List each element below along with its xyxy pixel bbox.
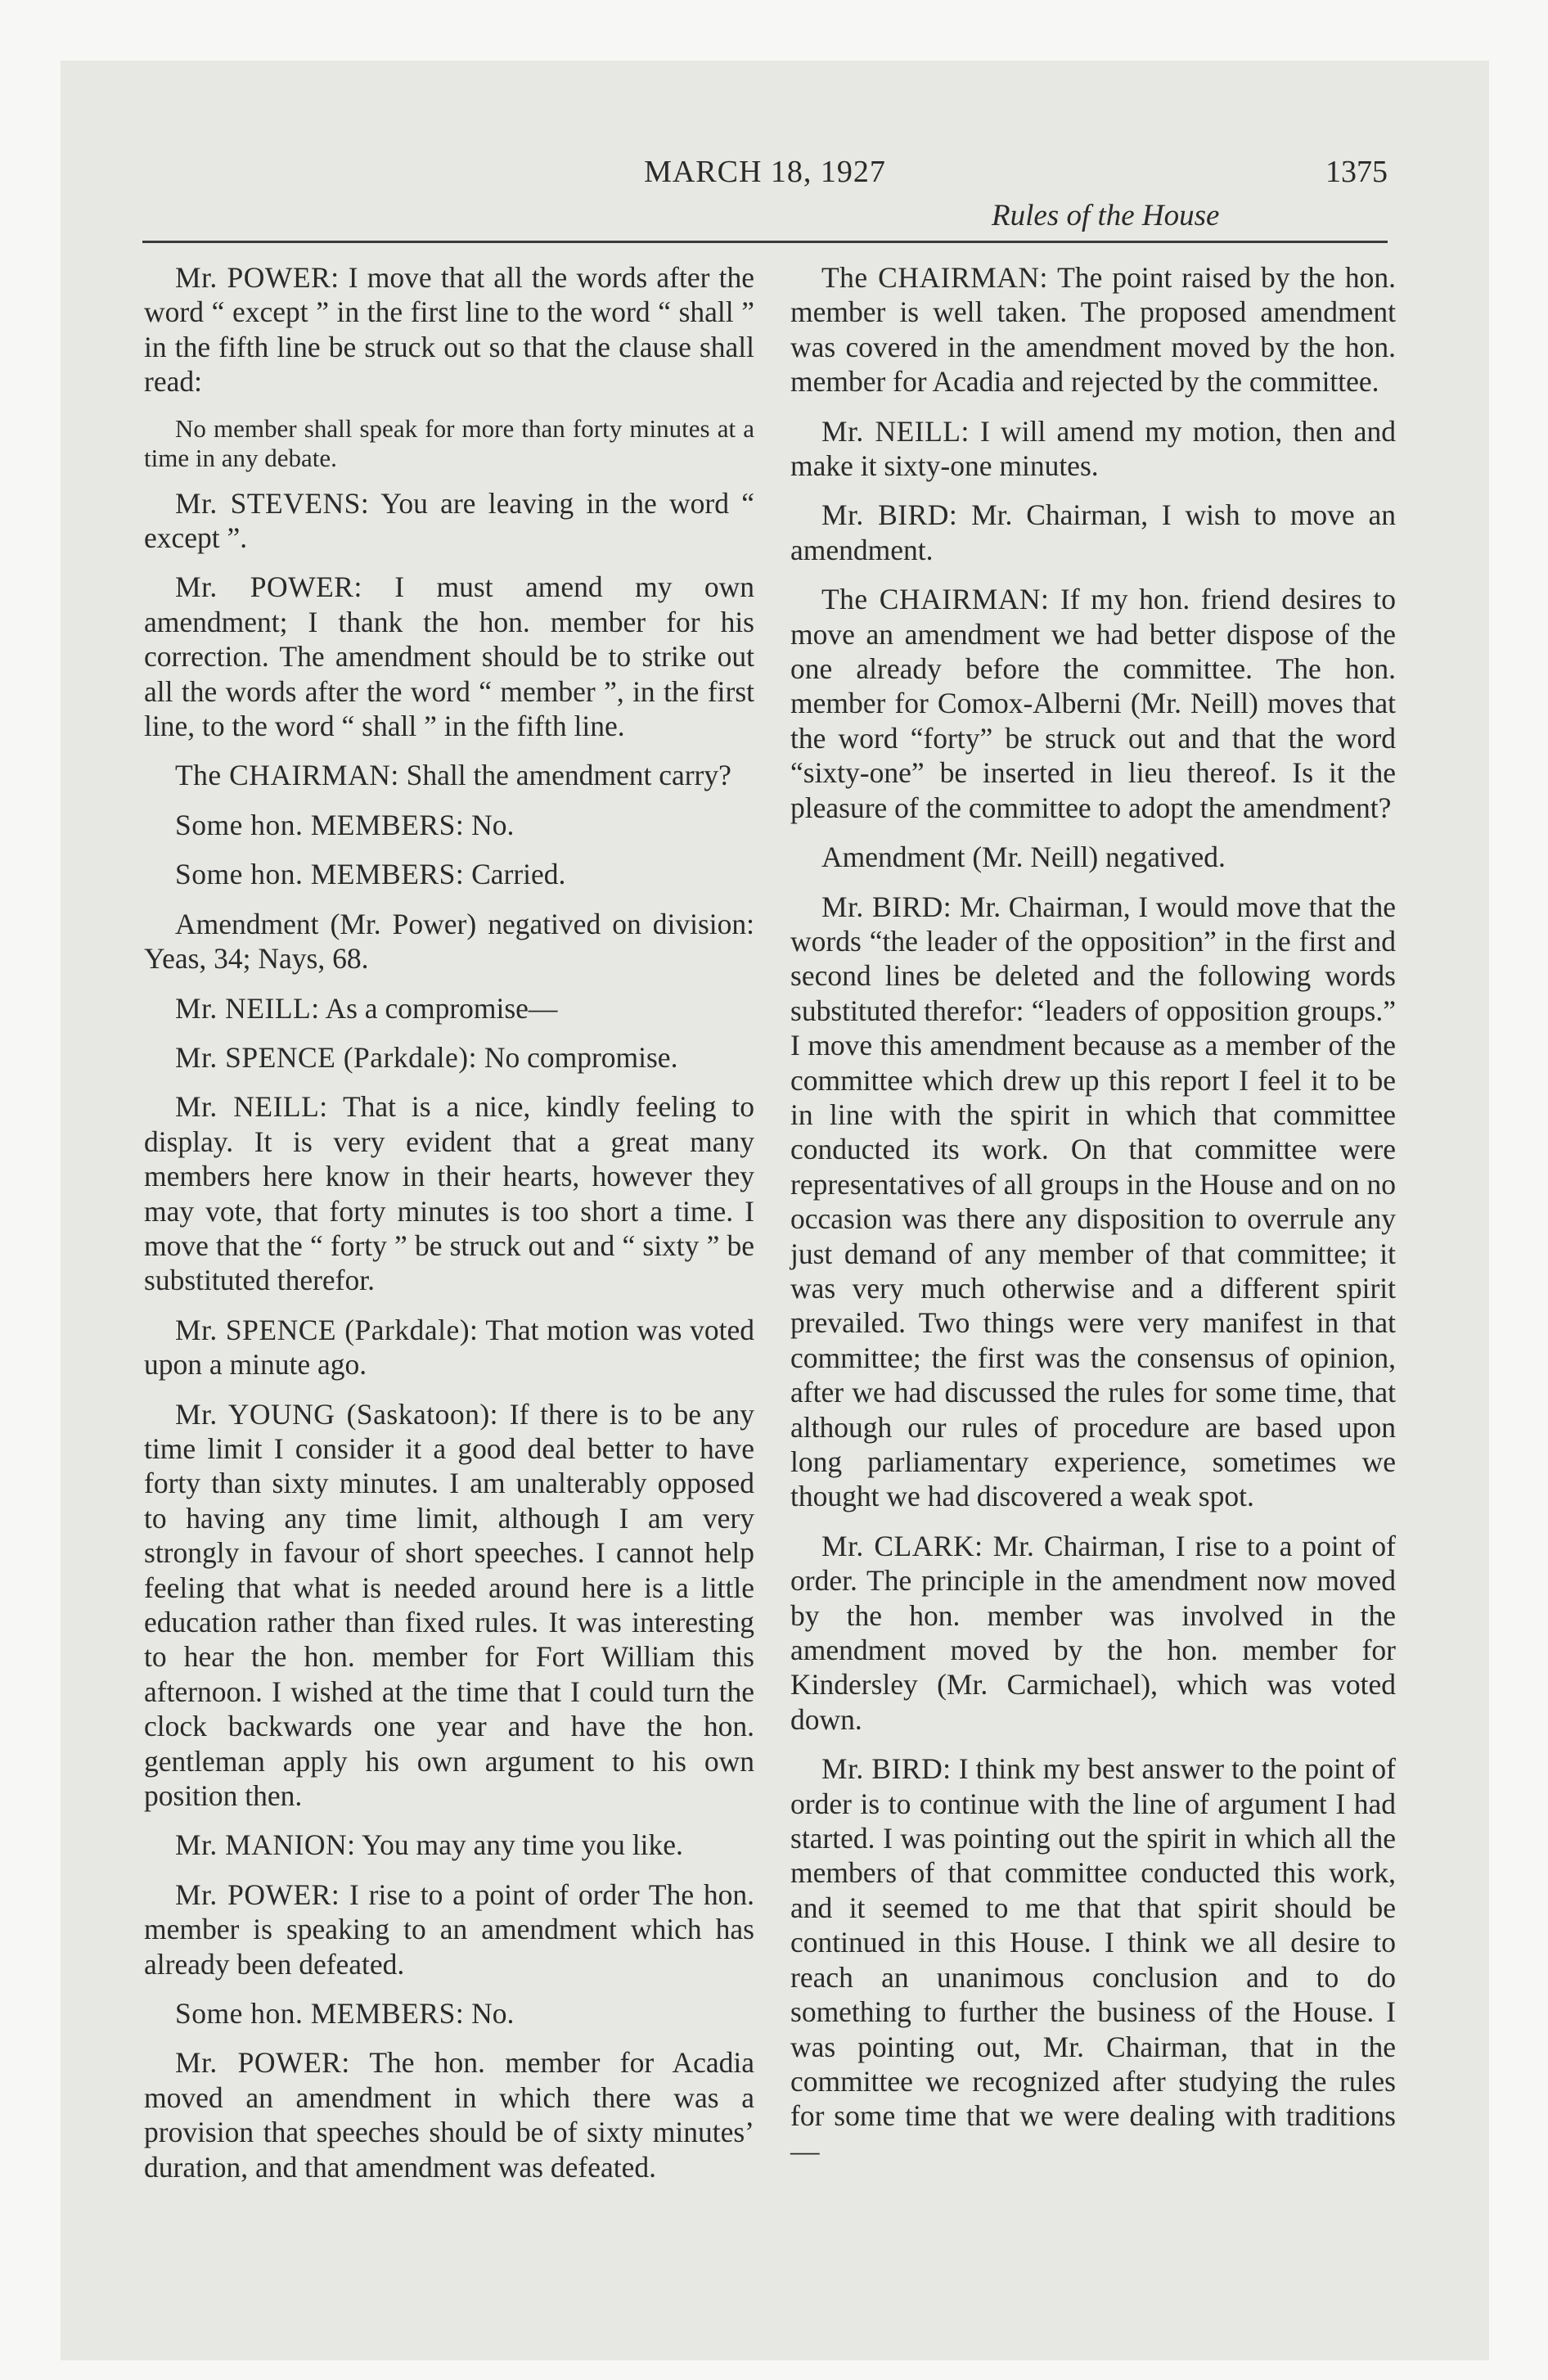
section-title: Rules of the House — [992, 199, 1220, 232]
speech: Amendment (Mr. Power) negatived on division: Yeas, 34; Nays, 68. — [144, 907, 754, 976]
speaker: Mr. POWER: — [175, 261, 340, 294]
speech: No compromise. — [484, 1040, 678, 1074]
speech: That is a nice, kindly feeling to display. It is very evident that a great many members here know in their hearts, however they may vote, that forty minutes is too short a time. I move that the “ forty ” be struck out and “ sixty ” be substituted therefor. — [144, 1090, 754, 1297]
paragraph — [790, 498, 1396, 567]
speech: No member shall speak for more than forty minutes at a time in any debate. — [144, 413, 754, 472]
quoted-clause — [144, 414, 754, 473]
paragraph — [144, 260, 754, 399]
speaker: Mr. POWER: — [175, 1877, 340, 1911]
speaker: Some hon. MEMBERS: — [175, 808, 465, 841]
paragraph — [790, 890, 1396, 1514]
speech: I move that all the words after the word “ except ” in the first line to the word “ shall ” in the fifth line be struck out so that the clause shall read: — [144, 261, 755, 399]
speaker: Mr. POWER: — [175, 2046, 350, 2080]
speech: You are leaving in the word “ except ”. — [144, 486, 755, 555]
speaker: Mr. NEILL: — [821, 414, 970, 448]
speaker: Mr. BIRD: — [821, 1752, 952, 1786]
paragraph — [790, 582, 1396, 825]
page-number: 1375 — [1325, 155, 1388, 189]
speech: The point raised by the hon. member is well taken. The proposed amendment was covered in the amendment moved by the hon. member for Acadia and rejected by the committee. — [790, 261, 1396, 399]
paragraph — [144, 1040, 754, 1075]
speech: Mr. Chairman, I would move that the words “the leader of the opposition” in the first and second lines be deleted and the following words substituted therefor: “leaders of opposition groups.” I move this amendment because as a member of the committee which drew up this report I feel it to be in line with the spirit in which that committee conducted its work. On that committee were representatives of all groups in the House and on no occasion was there any disposition to overrule any just demand of any member of that committee; it was very much otherwise and a different spirit prevailed. Two things were very manifest in that committee; the first was the consensus of opinion, after we had discussed the rules for some time, that although our rules of procedure are based upon long parliamentary experience, sometimes we thought we had discovered a weak spot. — [790, 890, 1397, 1513]
paragraph — [144, 2045, 754, 2184]
speech: Mr. Chairman, I wish to move an amendment. — [790, 498, 1397, 566]
speaker: Mr. NEILL: — [175, 991, 320, 1025]
speech: You may any time you like. — [362, 1828, 683, 1862]
speech: I rise to a point of order The hon. member is speaking to an amendment which has already been defeated. — [144, 1877, 755, 1981]
paragraph — [144, 1397, 754, 1814]
paragraph — [144, 991, 754, 1025]
paragraph — [144, 1089, 754, 1297]
paragraph — [144, 758, 754, 792]
speech: No. — [471, 808, 515, 841]
paragraph — [144, 570, 754, 743]
page-header — [142, 154, 1388, 244]
speech: The hon. member for Acadia moved an amendment in which there was a provision that speeches should be of sixty minutes’ duration, and that amendment was defeated. — [144, 2046, 754, 2184]
speaker: Mr. NEILL: — [175, 1090, 328, 1124]
speaker: The CHAIRMAN: — [175, 759, 399, 792]
speaker: Mr. BIRD: — [821, 498, 958, 532]
left-column — [144, 260, 754, 2199]
speech: No. — [471, 1997, 515, 2031]
speech: Mr. Chairman, I rise to a point of order. The principle in the amendment now moved by the hon. member was involved in the amendment moved by the hon. member for Kindersley (Mr. Carmichael), which was voted down. — [790, 1529, 1397, 1736]
paragraph — [790, 414, 1396, 484]
speech: That motion was voted upon a minute ago. — [144, 1313, 754, 1382]
speech: Carried. — [471, 858, 566, 891]
paragraph — [144, 857, 754, 891]
paragraph — [144, 808, 754, 842]
paragraph — [144, 1996, 754, 2031]
paragraph — [790, 1529, 1396, 1737]
speaker: Mr. POWER: — [175, 570, 362, 604]
division-result — [790, 840, 1396, 874]
speaker: Mr. YOUNG (Saskatoon): — [175, 1397, 499, 1431]
paragraph — [790, 1751, 1396, 2168]
paragraph — [144, 1877, 754, 1981]
speaker: Mr. STEVENS: — [175, 486, 370, 520]
paragraph — [144, 1828, 754, 1862]
speaker: Some hon. MEMBERS: — [175, 858, 465, 891]
header-date: MARCH 18, 1927 — [644, 155, 886, 189]
speech: If there is to be any time limit I consider it a good deal better to have forty than sixty minutes. I am unalterably opposed to having any time limit, although I am very strongly in favour of short speeches. I cannot help feeling that what is needed around here is a little education rather than fixed rules. It was interesting to hear the hon. member for Fort William this afternoon. I wished at the time that I could turn the clock backwards one year and have the hon. gentleman apply his own argument to his own position then. — [144, 1397, 754, 1813]
speech: As a compromise— — [325, 991, 558, 1025]
right-column — [790, 260, 1396, 2183]
speaker: Mr. SPENCE (Parkdale): — [175, 1040, 477, 1074]
paragraph — [144, 1313, 754, 1382]
speech: I think my best answer to the point of order is to continue with the line of argument I had started. I was pointing out the spirit in which all the members of that committee conducted this work, and it seemed to me that that spirit should be continued in this House. I think we all desire to reach an unanimous conclusion and to do something to further the business of the House. I was pointing out, Mr. Chairman, that in the committee we recognized after studying the rules for some time that we were dealing with traditions— — [790, 1752, 1396, 2167]
paragraph — [790, 260, 1396, 399]
speech: I will amend my motion, then and make it sixty-one minutes. — [790, 414, 1396, 483]
speaker: Some hon. MEMBERS: — [175, 1997, 465, 2031]
speaker: Mr. BIRD: — [821, 890, 952, 923]
speaker: The CHAIRMAN: — [821, 261, 1048, 294]
speech: If my hon. friend desires to move an amendment we had better dispose of the one already before the committee. The hon. member for Comox-Alberni (Mr. Neill) moves that the word “forty” be struck out and that the word “sixty-one” be inserted in lieu thereof. Is it the pleasure of the committee to adopt the amendment? — [790, 583, 1396, 824]
speaker: Mr. CLARK: — [821, 1529, 983, 1562]
speaker: Mr. SPENCE (Parkdale): — [175, 1313, 479, 1346]
speech: I must amend my own amendment; I thank the hon. member for his correction. The amendment should be to strike out all the words after the word “ member ”, in the first line, to the word “ shall ” in the fifth line. — [144, 570, 755, 743]
speaker: The CHAIRMAN: — [821, 583, 1050, 616]
speech: Amendment (Mr. Neill) negatived. — [821, 841, 1226, 874]
header-rule — [142, 241, 1388, 243]
division-result — [144, 907, 754, 976]
speaker: Mr. MANION: — [175, 1828, 356, 1862]
paragraph — [144, 486, 754, 556]
speech: Shall the amendment carry? — [406, 759, 731, 792]
